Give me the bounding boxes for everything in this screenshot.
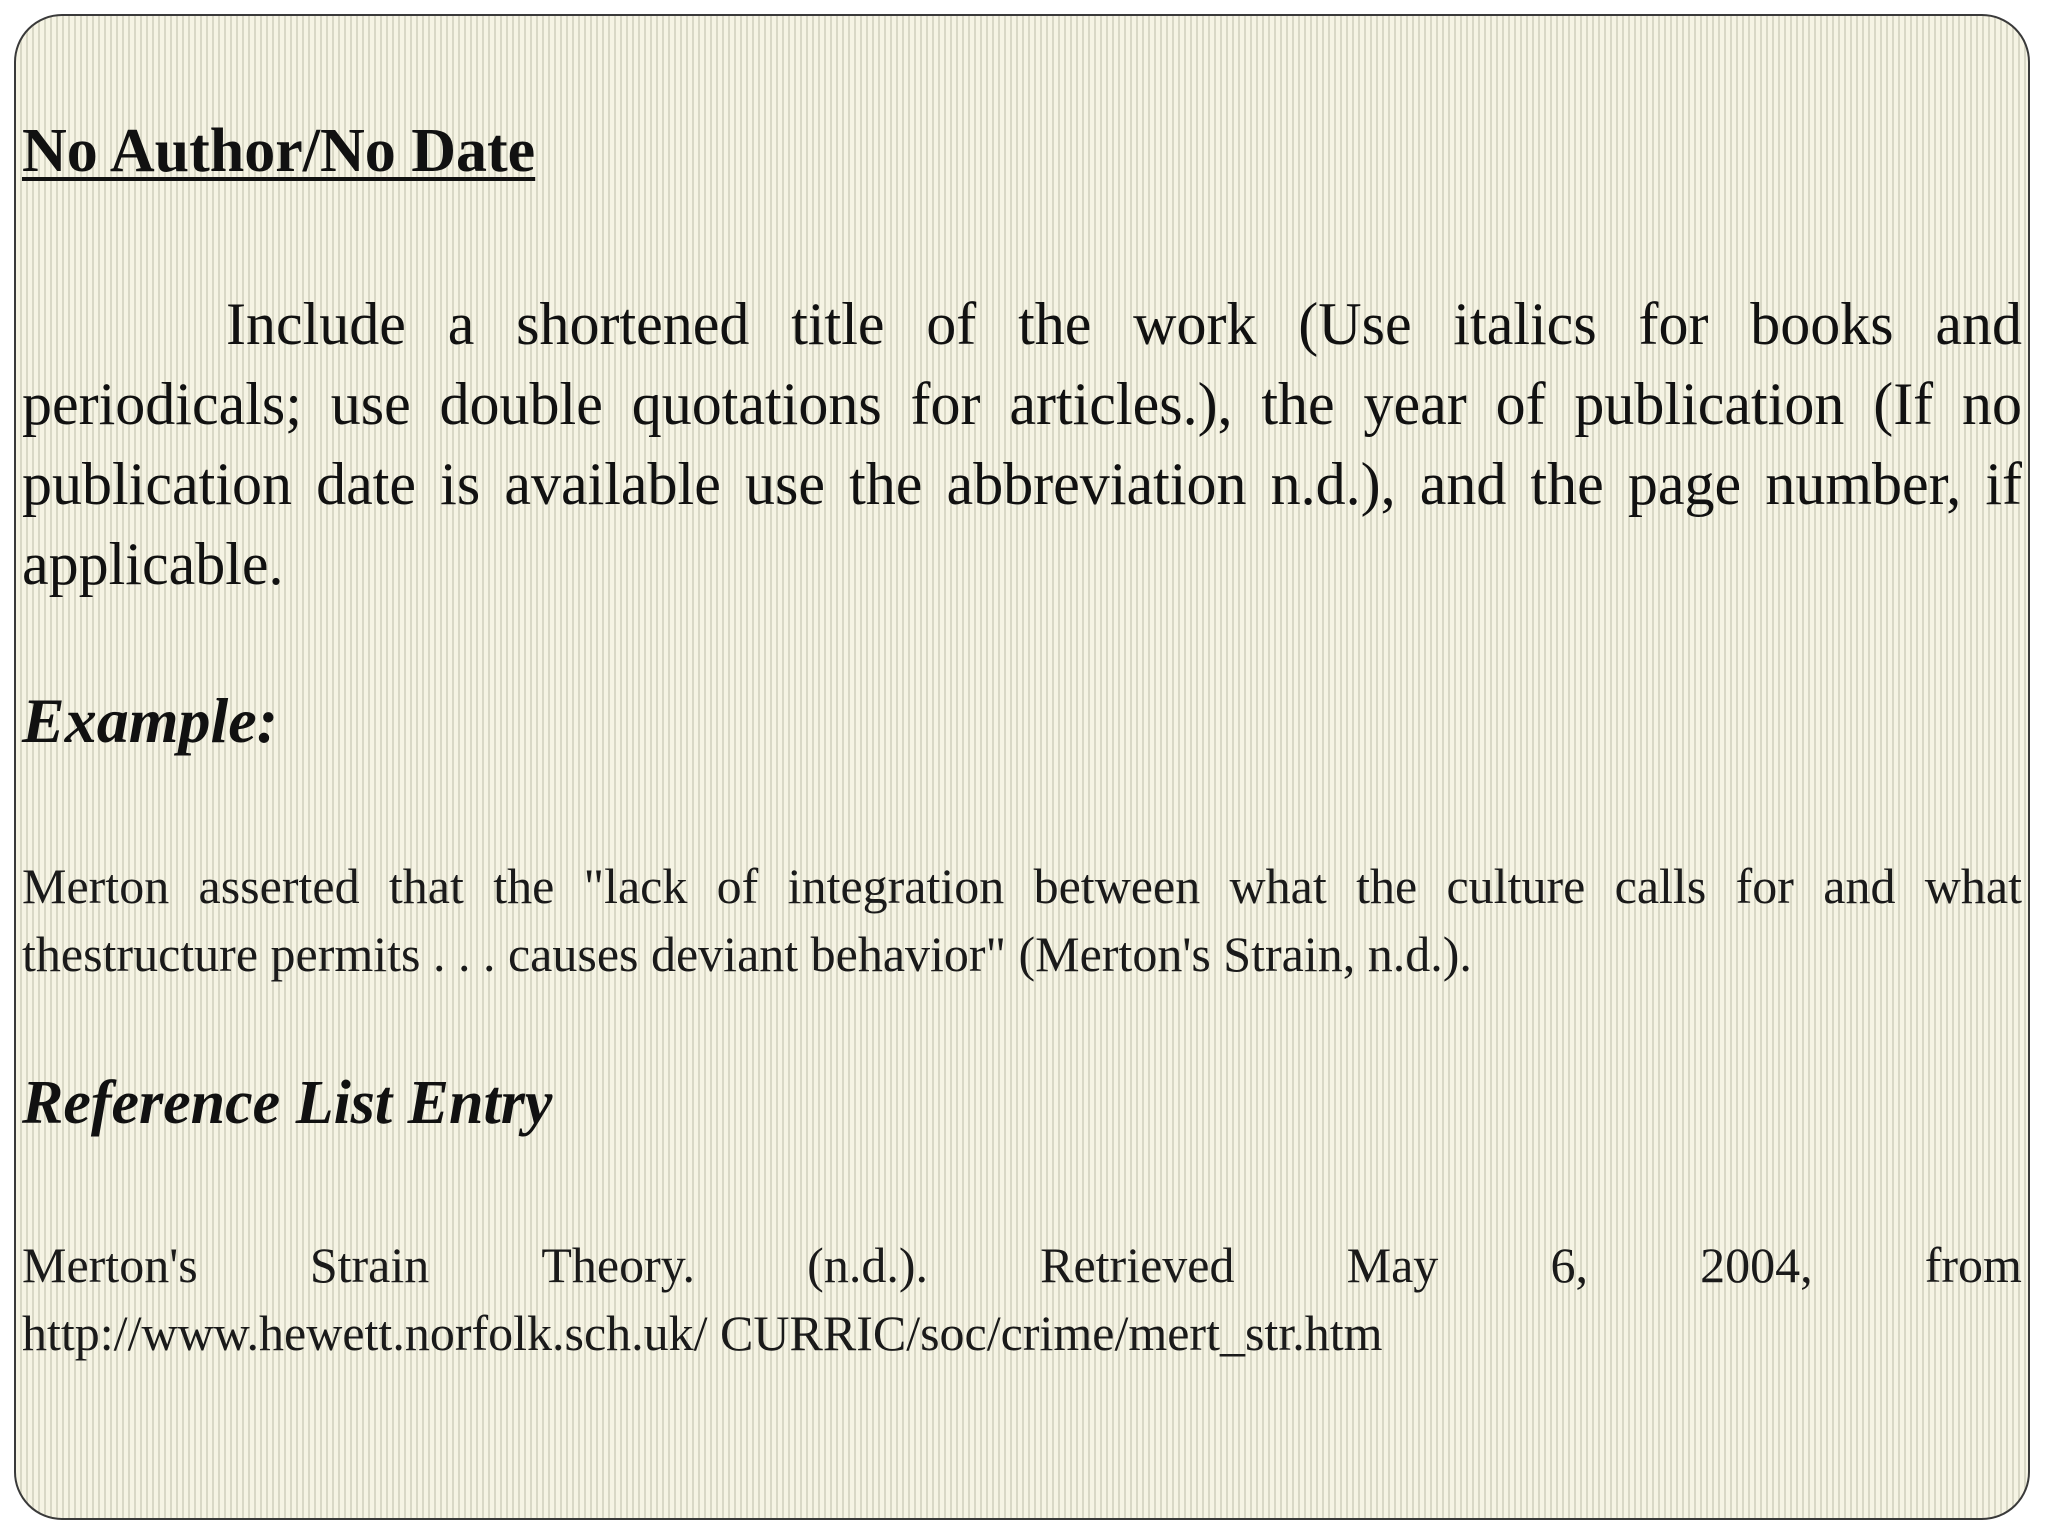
reference-word: 2004,	[1700, 1237, 1813, 1293]
slide	[14, 14, 2030, 1520]
slide-heading: No Author/No Date	[22, 117, 536, 185]
reference-word: May	[1346, 1237, 1439, 1293]
reference-word: Strain	[309, 1237, 430, 1293]
reference-label: Reference List Entry	[22, 1069, 553, 1137]
reference-entry-line2: http://www.hewett.norfolk.sch.uk/ CURRIC/soc/crime/mert_str.htm	[22, 1305, 1383, 1361]
intro-paragraph: Include a shortened title of the work (Use italics for books and periodicals; use double quotations for articles.), the year of publication (If no publication date is available use the abbreviation n.d.), and the page number, if applicable.	[22, 291, 2022, 597]
reference-word: Merton's	[22, 1237, 198, 1293]
reference-word: Retrieved	[1040, 1237, 1235, 1293]
reference-word: from	[1924, 1237, 2022, 1293]
reference-entry-line1	[22, 1231, 2022, 1299]
example-label: Example:	[22, 685, 278, 756]
reference-word: Theory.	[541, 1237, 696, 1293]
reference-word: (n.d.).	[807, 1237, 928, 1293]
example-paragraph: Merton asserted that the "lack of integration between what the culture calls for and what thestructure permits . . . causes deviant behavior" (Merton's Strain, n.d.).	[22, 858, 2022, 982]
reference-word: 6,	[1550, 1237, 1588, 1293]
